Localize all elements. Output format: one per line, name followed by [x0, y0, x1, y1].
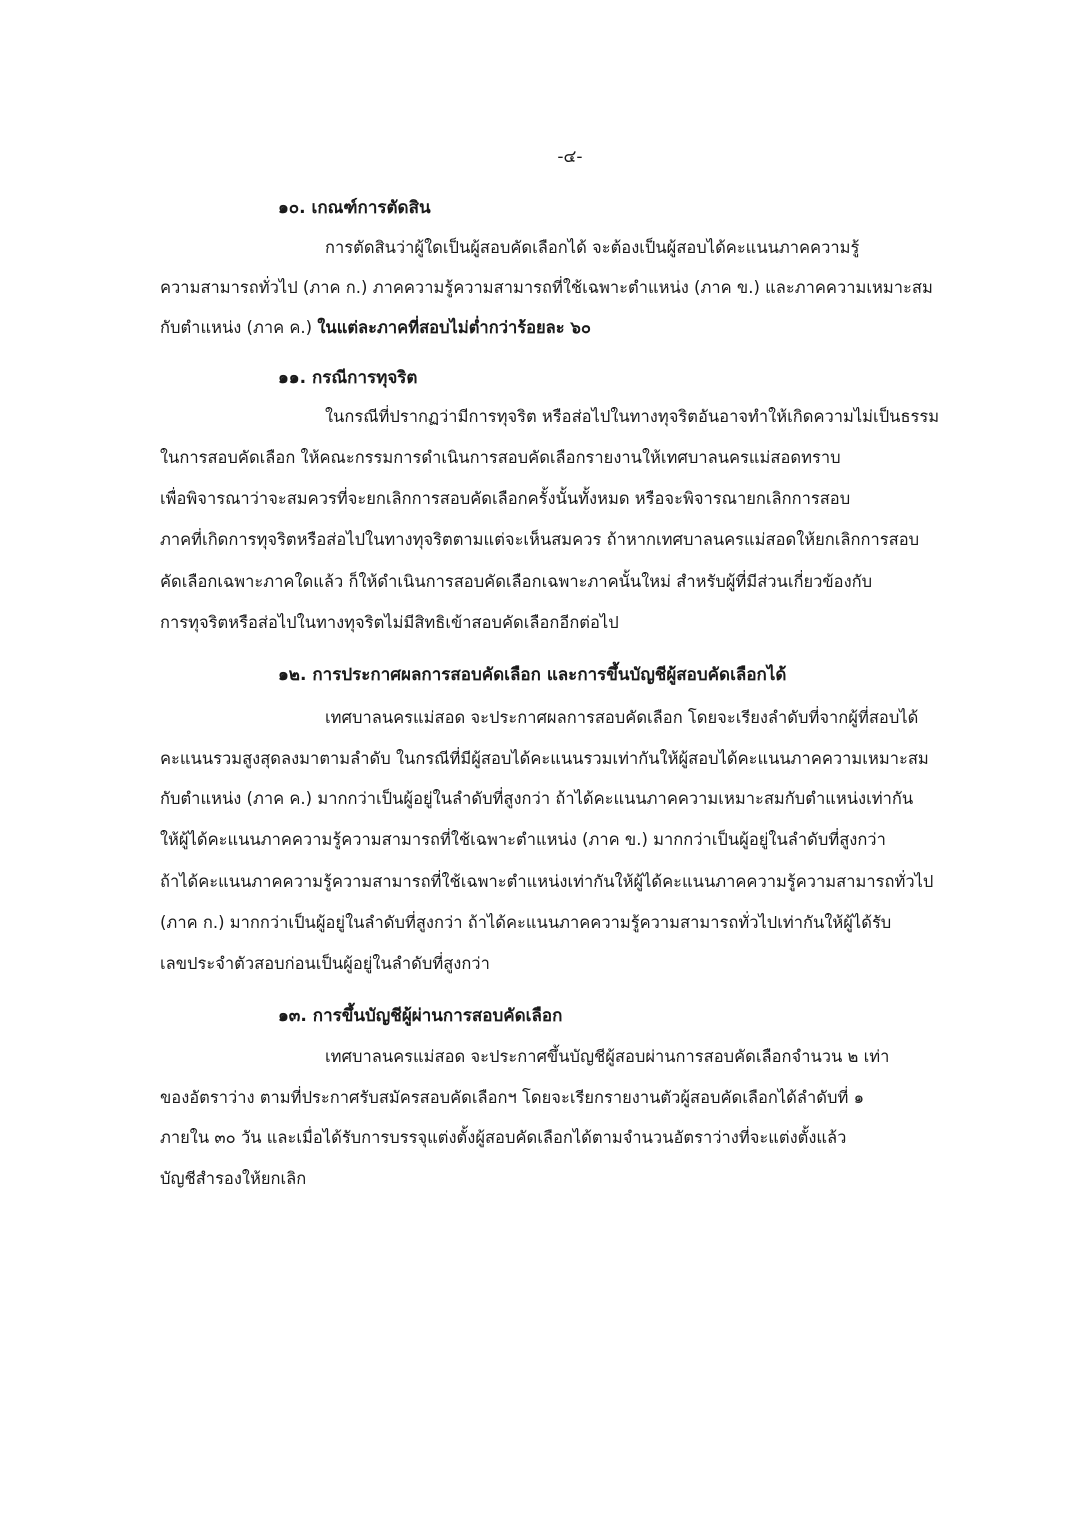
section-12-line-1: เทศบาลนครแม่สอด จะประกาศผลการสอบคัดเลือก โดยจะเรียงลำดับที่จากผู้ที่สอบได้ [325, 708, 919, 727]
section-10-line-1: การตัดสินว่าผู้ใดเป็นผู้สอบคัดเลือกได้ จะต้องเป็นผู้สอบได้คะแนนภาคความรู้ [325, 238, 860, 257]
section-13-line-3: ภายใน ๓๐ วัน และเมื่อได้รับการบรรจุแต่งตั้งผู้สอบคัดเลือกได้ตามจำนวนอัตราว่างที่จะแต่งตั้งแล้ว [160, 1128, 847, 1147]
page-number: -๔- [557, 147, 583, 167]
section-10-line-3 [160, 316, 591, 340]
section-10-line-3-normal: กับตำแหน่ง (ภาค ค.) [160, 318, 318, 337]
section-10-line-2: ความสามารถทั่วไป (ภาค ก.) ภาคความรู้ความสามารถที่ใช้เฉพาะตำแหน่ง (ภาค ข.) และภาคความเหมาะสม [160, 278, 933, 297]
section-13-line-2: ของอัตราว่าง ตามที่ประกาศรับสมัครสอบคัดเลือกฯ โดยจะเรียกรายงานตัวผู้สอบคัดเลือกได้ลำดับที่ ๑ [160, 1088, 865, 1107]
section-13-line-4: บัญชีสำรองให้ยกเลิก [160, 1169, 307, 1188]
section-11-line-2: ในการสอบคัดเลือก ให้คณะกรรมการดำเนินการสอบคัดเลือกรายงานให้เทศบาลนครแม่สอดทราบ [160, 448, 841, 467]
section-12-line-6: (ภาค ก.) มากกว่าเป็นผู้อยู่ในลำดับที่สูงกว่า ถ้าได้คะแนนภาคความรู้ความสามารถทั่วไปเท่ากันให้ผู้ได้รับ [160, 913, 892, 932]
section-13-heading: ๑๓. การขึ้นบัญชีผู้ผ่านการสอบคัดเลือก [278, 1006, 563, 1026]
section-10-line-3-bold: ในแต่ละภาคที่สอบไม่ต่ำกว่าร้อยละ ๖๐ [317, 318, 591, 337]
section-12-heading: ๑๒. การประกาศผลการสอบคัดเลือก และการขึ้นบัญชีผู้สอบคัดเลือกได้ [278, 665, 787, 685]
section-11-line-4: ภาคที่เกิดการทุจริตหรือส่อไปในทางทุจริตตามแต่จะเห็นสมควร ถ้าหากเทศบาลนครแม่สอดให้ยกเลิกการสอบ [160, 530, 920, 549]
section-12-line-5: ถ้าได้คะแนนภาคความรู้ความสามารถที่ใช้เฉพาะตำแหน่งเท่ากันให้ผู้ได้คะแนนภาคความรู้ความสามารถทั่วไป [160, 872, 934, 891]
section-12-line-7: เลขประจำตัวสอบก่อนเป็นผู้อยู่ในลำดับที่สูงกว่า [160, 954, 490, 973]
section-11-line-3: เพื่อพิจารณาว่าจะสมควรที่จะยกเลิกการสอบคัดเลือกครั้งนั้นทั้งหมด หรือจะพิจารณายกเลิกการสอบ [160, 489, 851, 508]
section-12-line-4: ให้ผู้ได้คะแนนภาคความรู้ความสามารถที่ใช้เฉพาะตำแหน่ง (ภาค ข.) มากกว่าเป็นผู้อยู่ในลำดับที่สูงกว่า [160, 830, 886, 849]
section-11-line-5: คัดเลือกเฉพาะภาคใดแล้ว ก็ให้ดำเนินการสอบคัดเลือกเฉพาะภาคนั้นใหม่ สำหรับผู้ที่มีส่วนเกี่ยวข้องกับ [160, 572, 873, 591]
section-13-line-1: เทศบาลนครแม่สอด จะประกาศขึ้นบัญชีผู้สอบผ่านการสอบคัดเลือกจำนวน ๒ เท่า [325, 1047, 890, 1066]
section-12-line-3: กับตำแหน่ง (ภาค ค.) มากกว่าเป็นผู้อยู่ในลำดับที่สูงกว่า ถ้าได้คะแนนภาคความเหมาะสมกับตำแหน่งเท่ากัน [160, 789, 914, 808]
section-11-line-1: ในกรณีที่ปรากฏว่ามีการทุจริต หรือส่อไปในทางทุจริตอันอาจทำให้เกิดความไม่เป็นธรรม [325, 407, 940, 426]
section-10-heading: ๑๐. เกณฑ์การตัดสิน [278, 198, 431, 218]
section-11-line-6: การทุจริตหรือส่อไปในทางทุจริตไม่มีสิทธิเข้าสอบคัดเลือกอีกต่อไป [160, 613, 619, 632]
section-12-line-2: คะแนนรวมสูงสุดลงมาตามลำดับ ในกรณีที่มีผู้สอบได้คะแนนรวมเท่ากันให้ผู้สอบได้คะแนนภาคความเหมาะสม [160, 749, 929, 768]
section-11-heading: ๑๑. กรณีการทุจริต [278, 368, 418, 388]
